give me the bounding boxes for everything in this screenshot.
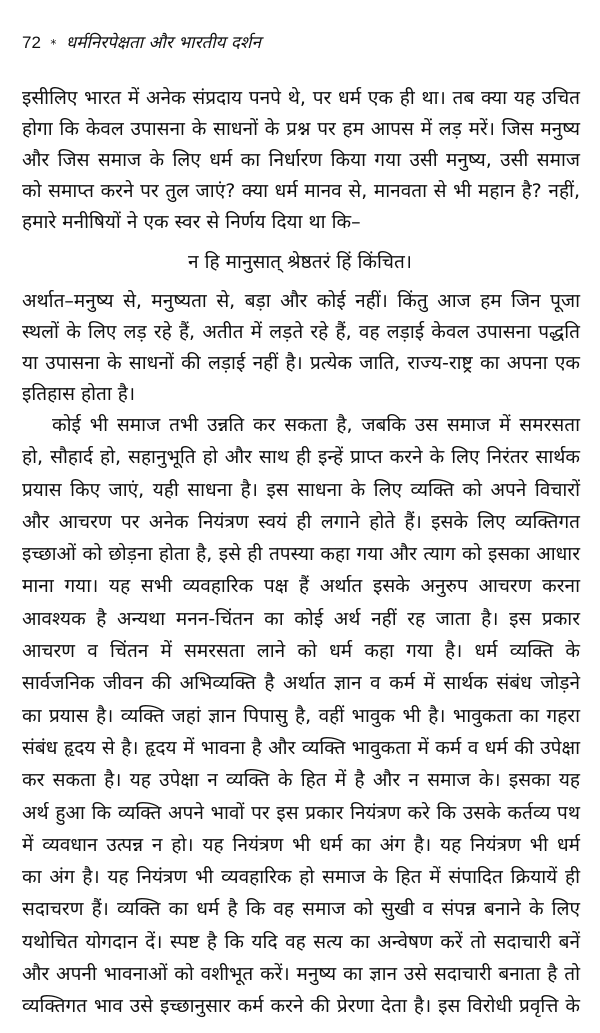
- text-line: स्थलों के लिए लड़ रहे हैं, अतीत में लड़ते रहे हैं, वह लड़ाई केवल उपासना पद्धति: [22, 321, 580, 343]
- text-line: का अंग है। यह नियंत्रण भी व्यवहारिक हो समाज के हित में संपादित क्रियायें ही: [22, 866, 580, 889]
- running-header: [22, 30, 261, 57]
- text-line: और आचरण पर अनेक नियंत्रण स्वयं ही लगाने होते हैं। इसके लिए व्यक्तिगत: [22, 510, 580, 533]
- text-line: में व्यवधान उत्पन्न न हो। यह नियंत्रण भी धर्म का अंग है। यह नियंत्रण भी धर्म: [22, 833, 580, 856]
- text-line: प्रयास किए जाएं, यही साधना है। इस साधना के लिए व्यक्ति को अपने विचारों: [22, 478, 580, 501]
- text-line: इसीलिए भारत में अनेक संप्रदाय पनपे थे, पर धर्म एक ही था। तब क्या यह उचित: [22, 87, 580, 109]
- text-line: अर्थ हुआ कि व्यक्ति अपने भावों पर इस प्रकार नियंत्रण करे कि उसके कर्तव्य पथ: [22, 801, 580, 824]
- text-line: और अपनी भावनाओं को वशीभूत करें। मनुष्य का ज्ञान उसे सदाचारी बनाता है तो: [22, 963, 580, 986]
- paragraph-3: [22, 409, 580, 1023]
- header-separator: *: [50, 37, 57, 51]
- text-line: आवश्यक है अन्यथा मनन-चिंतन का कोई अर्थ नहीं रह जाता है। इस प्रकार: [22, 607, 580, 630]
- book-title: धर्मनिरपेक्षता और भारतीय दर्शन: [65, 33, 261, 53]
- text-line: हमारे मनीषियों ने एक स्वर से निर्णय दिया था कि–: [22, 211, 361, 233]
- text-line: आचरण व चिंतन में समरसता लाने को धर्म कहा गया है। धर्म व्यक्ति के: [22, 640, 580, 663]
- text-line: व्यक्तिगत भाव उसे इच्छानुसार कर्म करने की प्रेरणा देता है। इस विरोधी प्रवृत्ति के: [22, 995, 580, 1018]
- text-line: को समाप्त करने पर तुल जाएं? क्या धर्म मानव से, मानवता से भी महान है? नहीं,: [22, 180, 580, 202]
- text-line: इच्छाओं को छोड़ना होता है, इसे ही तपस्या कहा गया और त्याग को इसका आधार: [22, 543, 580, 566]
- text-line: कोई भी समाज तभी उन्नति कर सकता है, जबकि उस समाज में समरसता: [52, 414, 580, 436]
- page-number: 72: [22, 33, 41, 52]
- text-line: हो, सौहार्द हो, सहानुभूति हो और साथ ही इन्हें प्राप्त करने के लिए निरंतर सार्थक: [22, 446, 580, 469]
- text-line: कर सकता है। यह उपेक्षा न व्यक्ति के हित में है और न समाज के। इसका यह: [22, 769, 580, 792]
- text-line: इतिहास होता है।: [22, 383, 136, 405]
- text-line: सार्वजनिक जीवन की अभिव्यक्ति है अर्थात ज्ञान व कर्म में सार्थक संबंध जोड़ने: [22, 672, 580, 695]
- text-line: का प्रयास है। व्यक्ति जहां ज्ञान पिपासु है, वहीं भावुक भी है। भावुकता का गहरा: [22, 704, 580, 727]
- text-line: होगा कि केवल उपासना के साधनों के प्रश्न पर हम आपस में लड़ मरें। जिस मनुष्य: [22, 118, 580, 140]
- text-line: सदाचरण हैं। व्यक्ति का धर्म है कि वह समाज को सुखी व संपन्न बनाने के लिए: [22, 898, 580, 921]
- text-line: माना गया। यह सभी व्यवहारिक पक्ष हैं अर्थात इसके अनुरुप आचरण करना: [22, 575, 580, 598]
- paragraph-1: [22, 83, 580, 238]
- text-line: अर्थात–मनुष्य से, मनुष्यता से, बड़ा और कोई नहीं। किंतु आज हम जिन पूजा: [22, 290, 580, 312]
- sanskrit-verse: न हि मानुसात् श्रेष्ठतरं हिं किंचित।: [188, 251, 412, 273]
- paragraph-2: [22, 286, 580, 410]
- text-line: संबंध हृदय से है। हृदय में भावना है और व्यक्ति भावुकता में कर्म व धर्म की उपेक्षा: [22, 736, 580, 759]
- text-line: या उपासना के साधनों की लड़ाई नहीं है। प्रत्येक जाति, राज्य-राष्ट्र का अपना एक: [22, 352, 580, 374]
- text-line: यथोचित योगदान दें। स्पष्ट है कि यदि वह सत्य का अन्वेषण करें तो सदाचारी बनें: [22, 930, 580, 953]
- text-line: और जिस समाज के लिए धर्म का निर्धारण किया गया उसी मनुष्य, उसी समाज: [22, 149, 580, 171]
